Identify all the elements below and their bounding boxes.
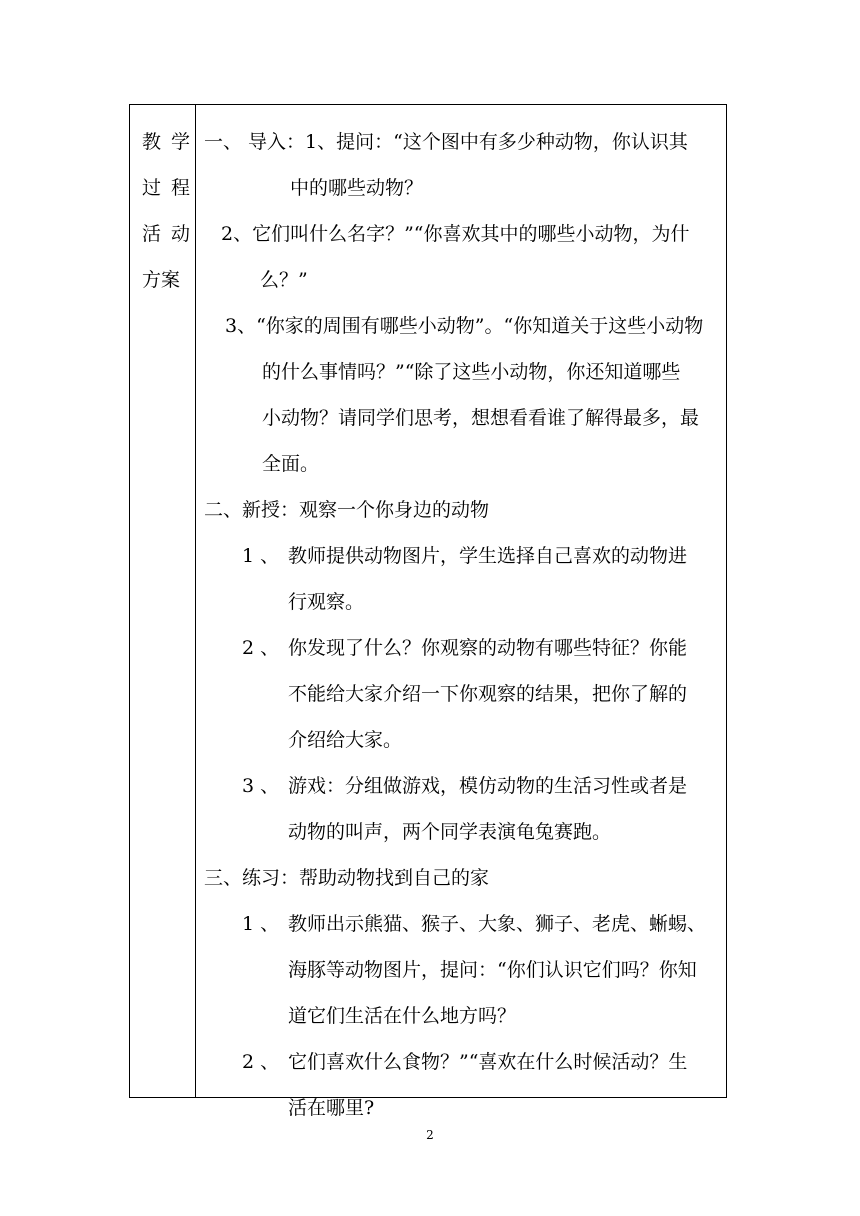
- s3-item-1: 1 、 教师出示熊猫、猴子、大象、狮子、老虎、蜥蜴、: [242, 913, 707, 935]
- label-line-1: 教学: [142, 131, 190, 153]
- page-number: 2: [426, 1128, 434, 1142]
- s2-item-3: 3 、 游戏：分组做游戏，模仿动物的生活习性或者是: [242, 775, 688, 797]
- s3-item-1-cont-2: 道它们生活在什么地方吗？: [288, 1005, 517, 1027]
- s3-item-1-cont-1: 海豚等动物图片，提问：“你们认识它们吗？你知: [288, 959, 697, 981]
- s2-item-1: 1 、 教师提供动物图片，学生选择自己喜欢的动物进: [242, 545, 688, 567]
- s2-item-1-cont: 行观察。: [288, 591, 365, 613]
- s1-line-2: 中的哪些动物？: [290, 177, 424, 199]
- s2-heading: 二、新授：观察一个你身边的动物: [204, 499, 490, 521]
- column-divider: [195, 105, 196, 1097]
- s1-line-6: 的什么事情吗？”“除了这些小动物，你还知道哪些: [262, 361, 681, 383]
- s1-line-1: 一、 导入：1、提问：“这个图中有多少种动物，你认识其: [204, 131, 688, 153]
- lesson-table: [129, 104, 727, 1119]
- s3-item-2: 2 、 它们喜欢什么食物？”“喜欢在什么时候活动？生: [242, 1051, 688, 1073]
- s2-item-3-cont: 动物的叫声，两个同学表演龟兔赛跑。: [288, 821, 612, 843]
- s1-line-3: 2、它们叫什么名字？”“你喜欢其中的哪些小动物，为什: [221, 223, 690, 245]
- label-line-3: 活动: [142, 223, 190, 245]
- s3-heading: 三、练习：帮助动物找到自己的家: [204, 867, 490, 889]
- s2-item-2: 2 、 你发现了什么？你观察的动物有哪些特征？你能: [242, 637, 688, 659]
- s1-line-8: 全面。: [262, 453, 320, 475]
- label-line-2: 过程: [142, 177, 190, 199]
- s1-line-5: 3、“你家的周围有哪些小动物”。“你知道关于这些小动物: [225, 315, 704, 337]
- s1-line-4: 么？”: [260, 269, 308, 291]
- s3-item-2-cont: 活在哪里?: [288, 1097, 375, 1119]
- s2-item-2-cont-1: 不能给大家介绍一下你观察的结果，把你了解的: [288, 683, 688, 705]
- s2-item-2-cont-2: 介绍给大家。: [288, 729, 403, 751]
- s1-line-7: 小动物？请同学们思考，想想看看谁了解得最多，最: [262, 407, 700, 429]
- label-line-4: 方案: [142, 269, 181, 291]
- row-label: [142, 119, 190, 303]
- content-cell: [204, 119, 720, 1131]
